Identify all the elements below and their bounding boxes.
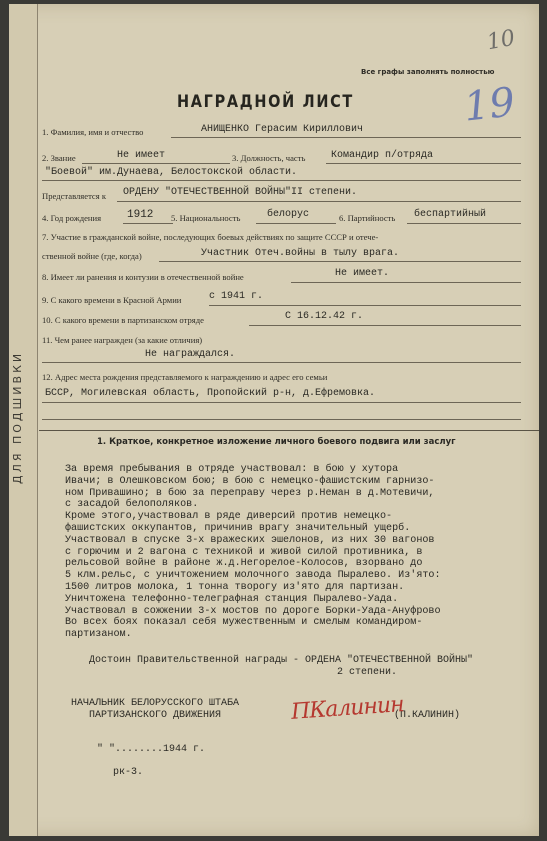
field-7-label-line2: ственной войне (где, когда) bbox=[42, 251, 142, 261]
field-9-value: с 1941 г. bbox=[209, 291, 264, 302]
conclusion-line-1: Достоин Правительственной награды - ОРДЕНА "ОТЕЧЕСТВЕННОЙ ВОЙНЫ" bbox=[89, 655, 474, 666]
award-sheet bbox=[9, 4, 539, 836]
field-7-value: Участник Отеч.войны в тылу врага. bbox=[201, 248, 400, 259]
field-9-label: 9. С какого времени в Красной Армии bbox=[42, 295, 182, 305]
body-line: Уничтожена телефонно-телеграфная станция Пыралево-Уада. bbox=[65, 593, 399, 605]
signatory-title-2: ПАРТИЗАНСКОГО ДВИЖЕНИЯ bbox=[89, 710, 222, 721]
body-line: партизаном. bbox=[65, 629, 132, 641]
body-line: ном Привашино; в бою за переправу через р.Неман в д.Мотевичи, bbox=[65, 487, 435, 499]
header-note: Все графы заполнять полностью bbox=[361, 68, 495, 76]
body-line: с засадой белополяков. bbox=[65, 499, 199, 511]
field-6-label: 6. Партийность bbox=[339, 213, 396, 223]
field-7-label-line1: 7. Участие в гражданской войне, последующих боевых действиях по защите СССР и отече- bbox=[42, 232, 379, 242]
presented-value: ОРДЕНУ "ОТЕЧЕСТВЕННОЙ ВОЙНЫ"II степени. bbox=[123, 187, 358, 198]
field-8-value: Не имеет. bbox=[335, 268, 390, 279]
body-line: За время пребывания в отряде участвовал: в бою у хутора bbox=[65, 464, 399, 475]
body-line: Ивачи; в Олешковском бою; в бою с немецко-фашистским гарнизо- bbox=[65, 475, 435, 487]
field-6-value: беспартийный bbox=[414, 209, 487, 220]
presented-label: Представляется к bbox=[42, 191, 107, 201]
field-2-value: Не имеет bbox=[117, 150, 166, 161]
archive-number: 10 bbox=[485, 25, 517, 56]
field-4-value: 1912 bbox=[127, 209, 154, 221]
conclusion-line-2: 2 степени. bbox=[337, 667, 398, 678]
binding-label: ДЛЯ ПОДШИВКИ bbox=[11, 350, 24, 484]
body-line: фашистских оккупантов, причинив врагу значительный ущерб. bbox=[65, 522, 411, 534]
field-10-label: 10. С какого времени в партизанском отряде bbox=[42, 315, 204, 325]
section-title: 1. Краткое, конкретное изложение личного боевого подвига или заслуг bbox=[97, 437, 456, 447]
field-1-label: 1. Фамилия, имя и отчество bbox=[42, 127, 144, 137]
sheet-number: 19 bbox=[461, 79, 518, 131]
field-11-value: Не награждался. bbox=[145, 349, 236, 360]
body-line: Участвовал в сожжении 3-х мостов по дороге Борки-Уада-Ануфрово bbox=[65, 605, 441, 617]
signatory-title-1: НАЧАЛЬНИК БЕЛОРУССКОГО ШТАБА bbox=[71, 698, 240, 709]
field-1-value: АНИЩЕНКО Герасим Кириллович bbox=[201, 124, 364, 135]
date-line: " "........1944 г. bbox=[97, 744, 206, 755]
reference-code: рк-3. bbox=[113, 767, 144, 778]
binding-margin bbox=[9, 4, 38, 836]
signature: ПКалинин bbox=[290, 692, 405, 725]
field-5-label: 5. Национальность bbox=[171, 213, 241, 223]
field-8-label: 8. Имеет ли ранения и контузии в отечественной войне bbox=[42, 272, 244, 282]
body-line: Кроме этого,участвовал в ряде диверсий против немецко- bbox=[65, 511, 393, 523]
body-line: рельсовой войне в районе ж.д.Негорелое-Колосов, взорвано до bbox=[65, 558, 423, 570]
field-3-label: 3. Должность, часть bbox=[232, 153, 306, 163]
body-line: 5 клм.рельс, с уничтожением молочного завода Пыралево. Из'ято: bbox=[65, 570, 441, 582]
body-line: Участвовал в спуске 3-х вражеских эшелонов, из них 30 вагонов bbox=[65, 534, 435, 546]
body-line: 1500 литров молока, 1 тонна творогу из'ято для партизан. bbox=[65, 581, 405, 593]
field-5-value: белорус bbox=[267, 209, 310, 220]
body-line: Во всех боях показал себя мужественным и смелым командиром- bbox=[65, 617, 423, 629]
field-4-label: 4. Год рождения bbox=[42, 213, 102, 223]
page-title: НАГРАДНОЙ ЛИСТ bbox=[177, 92, 354, 112]
field-12-value: БССР, Могилевская область, Пропойский р-н, д.Ефремовка. bbox=[45, 388, 376, 399]
field-3-value-cont: "Боевой" им.Дунаева, Белостокской области. bbox=[45, 167, 298, 178]
signatory-name: (П.КАЛИНИН) bbox=[394, 710, 461, 721]
field-12-label: 12. Адрес места рождения представляемого к награждению и адрес его семьи bbox=[42, 372, 328, 382]
field-3-value: Командир п/отряда bbox=[331, 150, 434, 161]
body-line: с горючим и 2 вагона с техникой и живой силой противника, в bbox=[65, 546, 423, 558]
field-10-value: С 16.12.42 г. bbox=[285, 311, 364, 322]
feat-description bbox=[65, 464, 541, 641]
field-2-label: 2. Звание bbox=[42, 153, 76, 163]
field-11-label: 11. Чем ранее награжден (за какие отличия) bbox=[42, 335, 203, 345]
